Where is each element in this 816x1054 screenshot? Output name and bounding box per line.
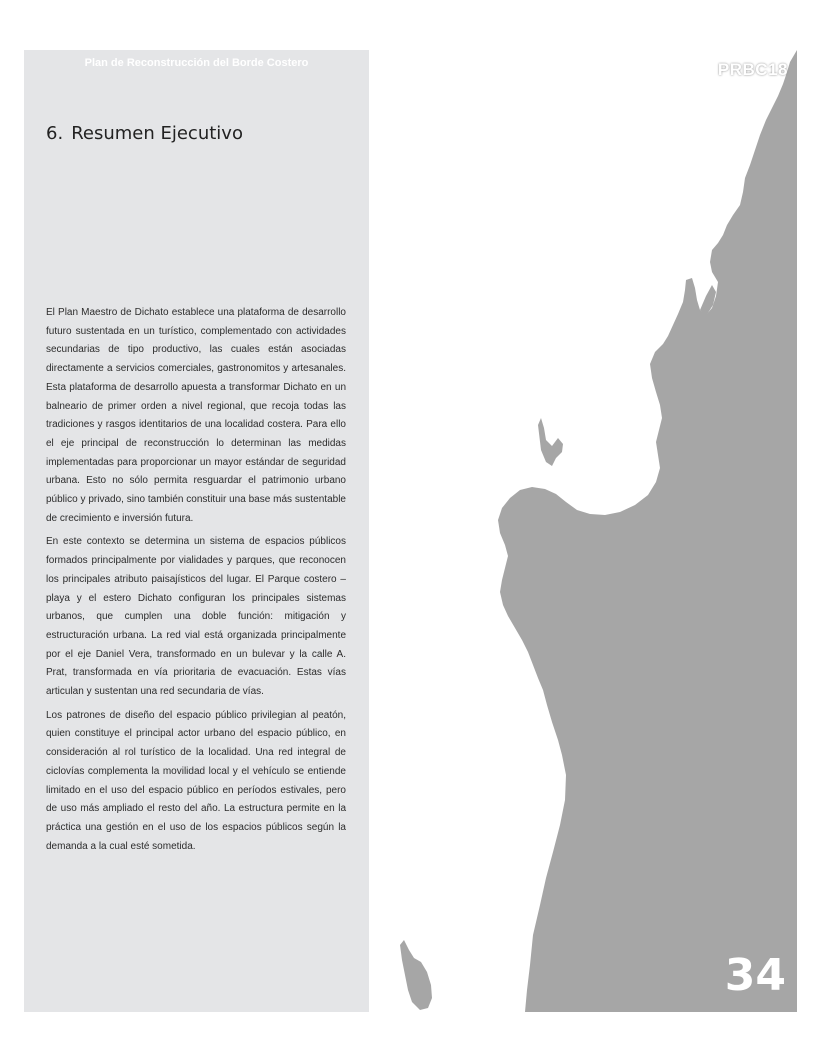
island-shape [538, 418, 563, 466]
section-title: Resumen Ejecutivo [71, 123, 243, 144]
paragraph-1: El Plan Maestro de Dichato establece una plataforma de desarrollo futuro sustentada en un turístico, complementado con actividades secundarias de tipo productivo, las cuales están asociadas directamente a servicios comerciales, gastronomitos y artesanales. Esta plataforma de desarrollo apuesta a transformar Dichato en un balneario de primer orden a nivel regional, que recoja todas las tradiciones y rasgos identitarios de una localidad costera. Para ello el eje principal de reconstrucción lo determinan las medidas implementadas para proporcionar un mayor estándar de seguridad urbana. Esto no sólo permita resguardar el patrimonio urbano público y privado, sino también constituir una base más sustentable de crecimiento e inversión futura. [46, 307, 346, 524]
mainland-shape [498, 50, 797, 1012]
section-heading [46, 123, 243, 144]
body-text [46, 304, 346, 861]
summary-panel [24, 50, 369, 1012]
plan-title: Plan de Reconstrucción del Borde Costero [84, 57, 309, 69]
header-band [24, 50, 369, 77]
paragraph-2: En este contexto se determina un sistema de espacios públicos formados principalmente por vialidades y parques, que reconocen los principales atributo paisajísticos del lugar. El Parque costero – playa y el estero Dichato configuran los principales sistemas urbanos, que cumplen una doble función: mitigación y estructuración urbana. La red vial está organizada principalmente por el eje Daniel Vera, transformado en un bulevar y la calle A. Prat, transformada en vía prioritaria de evacuación. Estas vías articulan y sustentan una red secundaria de vías. [46, 536, 346, 698]
section-number: 6. [46, 123, 64, 144]
page-number: 34 [724, 950, 786, 1001]
paragraph-3: Los patrones de diseño del espacio público privilegian al peatón, quien constituye el principal actor urbano del espacio público, en consideración al rol turístico de la localidad. Una red integral de ciclovías complementa la movilidad local y el vehículo se entiende limitado en el uso del espacio público en períodos estivales, pero de uso más ampliado el resto del año. La estructura permite en la práctica una gestión en el uso de los espacios públicos según la demanda a la cual esté sometida. [46, 709, 346, 852]
document-code: PRBC18 [717, 60, 788, 79]
outcrop-shape [400, 940, 432, 1010]
